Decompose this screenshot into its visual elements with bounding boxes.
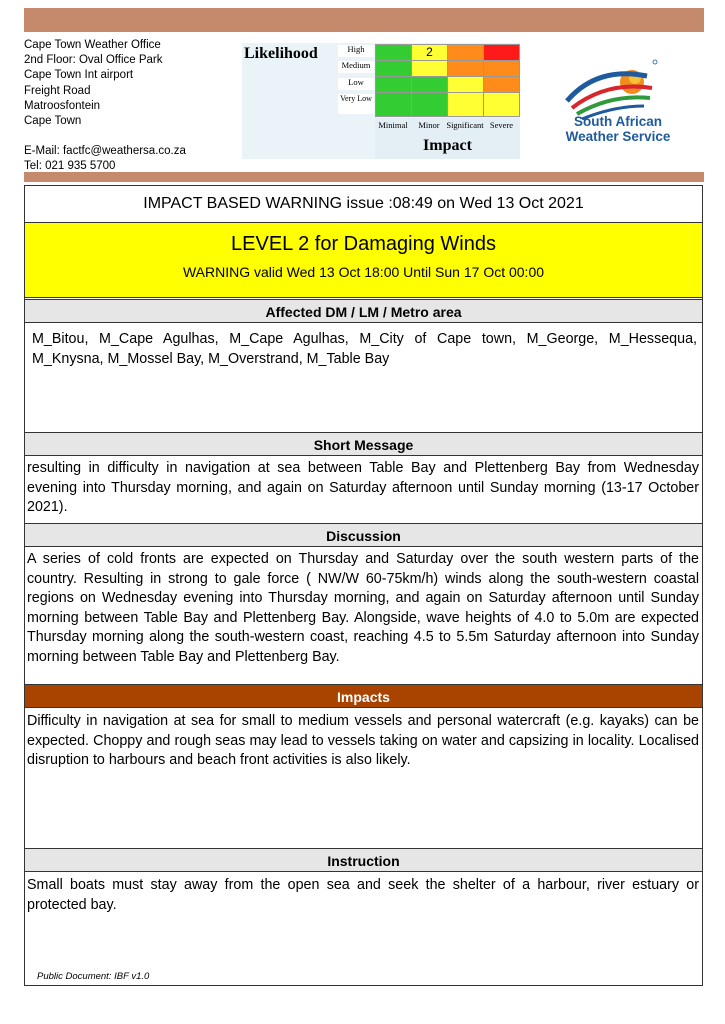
impact-minor: Minor (418, 120, 440, 130)
footer-note: Public Document: IBF v1.0 (37, 971, 150, 982)
matrix-cell (375, 60, 412, 77)
matrix-cell (411, 92, 448, 117)
saws-logo-text (548, 114, 688, 144)
address-line: Matroosfontein (24, 99, 101, 112)
logo-line-1: South African (573, 114, 662, 129)
impact-severe: Severe (489, 120, 514, 130)
top-banner (24, 8, 704, 32)
warning-banner (25, 223, 702, 298)
address-line: 2nd Floor: Oval Office Park (24, 54, 163, 67)
logo-line-2: Weather Service (565, 129, 671, 144)
affected-header: Affected DM / LM / Metro area (25, 299, 702, 323)
warning-document (24, 185, 703, 986)
discussion-header: Discussion (25, 523, 702, 547)
matrix-cell-selected: 2 (411, 44, 448, 61)
likelihood-high: High (338, 45, 374, 57)
matrix-cell (483, 44, 520, 61)
office-address (24, 38, 186, 175)
matrix-cell (483, 76, 520, 93)
matrix-cell (411, 76, 448, 93)
address-line: Cape Town Int airport (24, 69, 134, 82)
likelihood-low: Low (338, 78, 374, 90)
likelihood-title: Likelihood (244, 45, 318, 62)
likelihood-very-low: Very Low (338, 94, 374, 114)
matrix-cell (411, 60, 448, 77)
divider-banner (24, 172, 704, 182)
matrix-cell (483, 60, 520, 77)
warning-validity: WARNING valid Wed 13 Oct 18:00 Until Sun 17 Oct 00:00 (182, 264, 545, 280)
matrix-cell (447, 76, 484, 93)
short-message-header: Short Message (25, 432, 702, 456)
impact-minimal: Minimal (378, 120, 408, 130)
likelihood-medium: Medium (338, 61, 374, 73)
address-line: Freight Road (24, 84, 91, 97)
discussion-text: A series of cold fronts are expected on Thursday and Saturday over the south western parts of the country. Resulting in strong to gale force ( NW/W 60-75km/h) winds along the south-western coastal regions on Wednesday evening into Thursday morning, and again on Saturday afternoon until Sunday morning between Table Bay and Plettenberg Bay. Alongside, wave heights of 4.0 to 5.0m are expected Thursday morning along the south-western coast, reaching 4.5 to 5.5m Saturday afternoon into Sunday morning between Table Bay and Plettenberg Bay. (27, 551, 699, 665)
affected-text: M_Bitou, M_Cape Agulhas, M_Cape Agulhas, M_City of Cape town, M_George, M_Hessequa, M_Knysna, M_Mossel Bay, M_Overstrand, M_Table Bay (32, 331, 697, 367)
matrix-cell (375, 92, 412, 117)
impact-title: Impact (423, 137, 472, 154)
warning-level: LEVEL 2 for Damaging Winds (231, 233, 496, 255)
matrix-cell (483, 92, 520, 117)
matrix-cell (447, 60, 484, 77)
impacts-header: Impacts (25, 684, 702, 708)
address-line: Cape Town (24, 115, 82, 128)
issue-line: IMPACT BASED WARNING issue :08:49 on Wed 13 Oct 2021 (25, 186, 702, 223)
matrix-cell (447, 92, 484, 117)
impacts-text: Difficulty in navigation at sea for small to medium vessels and personal watercraft (e.g. kayaks) can be expected. Choppy and rough seas may lead to vessels taking on water and capsizing in locality. Localised disruption to harbours and beach front activities is also likely. (27, 713, 699, 769)
instruction-text: Small boats must stay away from the open sea and seek the shelter of a harbour, river estuary or protected bay. (27, 877, 699, 913)
address-line: Cape Town Weather Office (24, 39, 161, 51)
matrix-cell (375, 76, 412, 93)
instruction-header: Instruction (25, 848, 702, 872)
matrix-cell (375, 44, 412, 61)
short-message-text: resulting in difficulty in navigation at sea between Table Bay and Plettenberg Bay from Wednesday evening into Thursday morning, and again on Saturday afternoon until Sunday morning (13-17 October 2021). (27, 460, 699, 516)
telephone: Tel: 021 935 5700 (24, 160, 116, 173)
risk-matrix (242, 43, 520, 159)
email: E-Mail: factfc@weathersa.co.za (24, 145, 186, 158)
matrix-cell (447, 44, 484, 61)
impact-significant: Significant (446, 120, 484, 130)
